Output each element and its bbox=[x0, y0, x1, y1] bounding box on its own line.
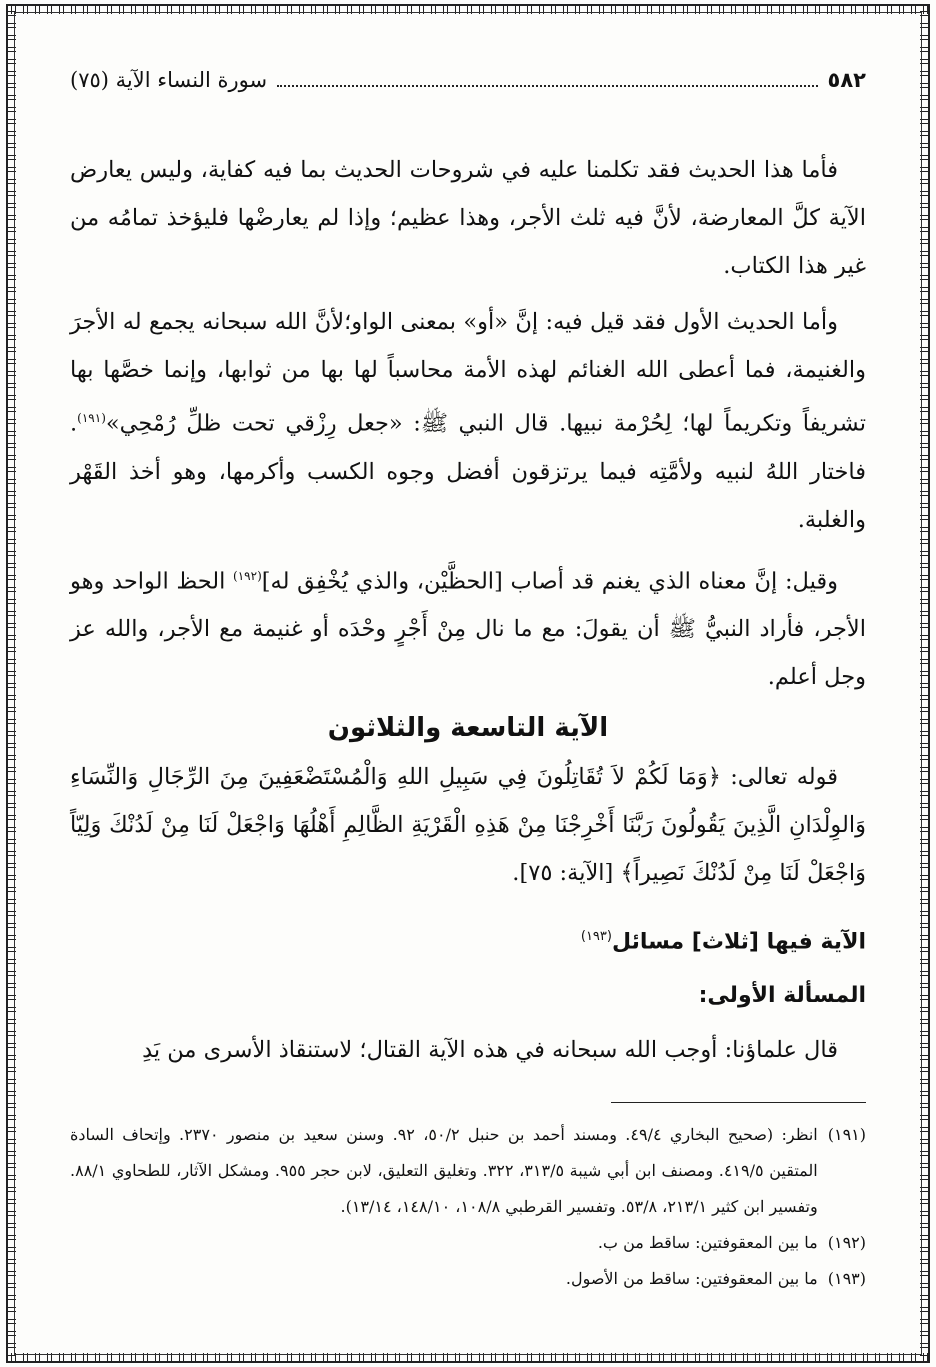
page-number: ٥٨٢ bbox=[827, 68, 866, 92]
paragraph-2-text-b: . فاختار اللهُ لنبيه ولأمَّتِه فيما يرتزقون أفضل وجوه الكسب وأكرمها، وهو أخذ القَهْر والغلبة. bbox=[70, 410, 866, 533]
footnotes bbox=[70, 1117, 866, 1297]
paragraph-3 bbox=[70, 552, 866, 702]
page-content bbox=[70, 60, 866, 1327]
footnote-ref-193[interactable]: (١٩٣) bbox=[580, 929, 612, 944]
footnote-text: ما بين المعقوفتين: ساقط من الأصول. bbox=[565, 1269, 818, 1289]
last-line: قال علماؤنا: أوجب الله سبحانه في هذه الآية القتال؛ لاستنقاذ الأسرى من يَدِ bbox=[142, 1037, 838, 1064]
issues-heading-text: الآية فيها [ثلاث] مسائل bbox=[611, 929, 866, 955]
paragraph-3-text-b: الحظ الواحد وهو الأجر، فأراد النبيُّ ﷺ أن يقولَ: مع ما نال مِنْ أَجْرٍ وحْدَه أو غنيمة مع الأجر، والله عز وجل أعلم. bbox=[70, 568, 866, 690]
first-issue-heading: المسألة الأولى: bbox=[698, 983, 866, 1009]
running-header bbox=[70, 68, 866, 92]
footnote-193 bbox=[70, 1261, 866, 1297]
footnote-number: (١٩١) bbox=[827, 1125, 866, 1145]
header-leader-dots bbox=[277, 77, 817, 87]
footnote-191 bbox=[70, 1117, 866, 1225]
paragraph-2-text-a: وأما الحديث الأول فقد قيل فيه: إنَّ «أو» بمعنى الواو؛لأنَّ الله سبحانه يجمع له الأجرَ والغنيمة، فما أعطى الله الغنائم لهذه الأمة محاسباً لها بها من ثوابها، وإنما خصَّها بها تشريفاً وتكريماً لها؛ لِحُرْمة نبيها. قال النبي ﷺ: «جعل رِزْقي تحت ظلِّ رُمْحِي» bbox=[70, 309, 866, 437]
footnote-text: انظر: (صحيح البخاري ٤٩/٤. ومسند أحمد بن حنبل ٥٠/٢، ٩٢. وسنن سعيد بن منصور ٢٣٧٠. وإتحاف السادة المتقين ٤١٩/٥. ومصنف ابن أبي شيبة ٣١٣/٥، ٣٢٢. وتغليق التعليق، لابن حجر ٩٥٥. ومشكل الآثار، للطحاوي ٨٨/١. وتفسير ابن كثير ٢١٣/١، ٥٣/٨. وتفسير القرطبي ١٠٨/٨، ١٤٨/١٠، ١٣/١٤). bbox=[70, 1125, 818, 1217]
footnote-ref-192[interactable]: (١٩٢) bbox=[233, 568, 262, 583]
issues-heading bbox=[70, 913, 866, 966]
section-title: الآية التاسعة والثلاثون bbox=[327, 713, 609, 743]
footnote-192 bbox=[70, 1225, 866, 1261]
paragraph-2 bbox=[70, 298, 866, 544]
paragraph-3-text-a: وقيل: إنَّ معناه الذي يغنم قد أصاب [الحظَّيْن، والذي يُخْفِق له] bbox=[261, 568, 838, 594]
footnote-number: (١٩٣) bbox=[827, 1269, 866, 1289]
verse-paragraph: قوله تعالى: ﴿وَمَا لَكُمْ لاَ تُقَاتِلُونَ فِي سَبِيلِ اللهِ وَالْمُسْتَضْعَفِينَ مِنَ الرِّجَالِ وَالنِّسَاءِ وَالوِلْدَانِ الَّذِينَ يَقُولُونَ رَبَّنَا أَخْرِجْنَا مِنْ هَذِهِ الْقَرْيَةِ الظَّالِمِ أَهْلُهَا وَاجْعَلْ لَنَا مِنْ لَدُنْكَ وَلِيّاً وَاجْعَلْ لَنَا مِنْ لَدُنْكَ نَصِيراً﴾ [الآية: ٧٥]. bbox=[70, 764, 866, 886]
paragraph-1: فأما هذا الحديث فقد تكلمنا عليه في شروحات الحديث بما فيه كفاية، وليس يعارض الآية كلَّ المعارضة، لأنَّ فيه ثلث الأجر، وهذا عظيم؛ وإذا لم يعارضْها فليؤخذ تمامُه من غير هذا الكتاب. bbox=[70, 157, 866, 279]
footnote-separator bbox=[611, 1102, 866, 1103]
footnote-number: (١٩٢) bbox=[827, 1233, 866, 1253]
footnote-text: ما بين المعقوفتين: ساقط من ب. bbox=[597, 1233, 818, 1253]
footnote-ref-191[interactable]: (١٩١) bbox=[77, 411, 106, 425]
running-title: سورة النساء الآية (٧٥) bbox=[70, 68, 268, 92]
